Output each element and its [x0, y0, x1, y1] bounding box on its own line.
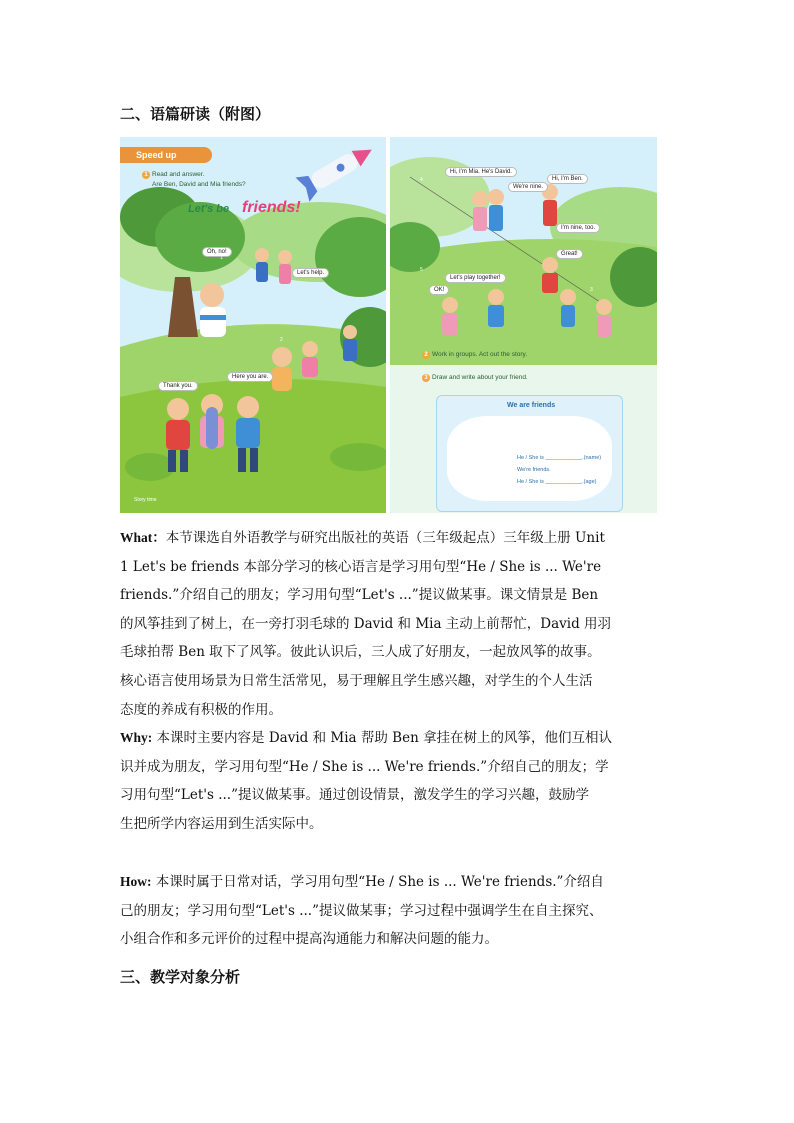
how-line-3: 小组合作和多元评价的过程中提高沟通能力和解决问题的能力。 [120, 931, 498, 948]
why-line-4: 生把所学内容运用到生活实际中。 [120, 815, 323, 832]
bubble-im-nine-too: I'm nine, too. [556, 223, 600, 233]
paragraph-how [120, 868, 680, 954]
how-line-2: 己的朋友；学习用句型“Let's ...”提议做某事；学习过程中强调学生在自主探究、 [120, 902, 603, 919]
title-lets-be: Let's be [188, 203, 230, 215]
how-line-1: How: 本课时属于日常对话，学习用句型“He / She is ... We're friends.”介绍自 [120, 874, 604, 890]
bubble-hi-ben: Hi, I'm Ben. [547, 174, 588, 184]
task-2: 2 Work in groups. Act out the story. [422, 351, 527, 359]
friends-card-title: We are friends [507, 402, 556, 409]
what-line-6: 核心语言使用场景为日常生活常见，易于理解且学生感兴趣，对学生的个人生活 [120, 672, 593, 689]
friends-card-line-age: He / She is ____________.(age) [517, 479, 597, 485]
friends-card [436, 395, 623, 512]
what-line-5: 毛球拍帮 Ben 取下了风筝。彼此认识后，三人成了好朋友，一起放风筝的故事。 [120, 644, 601, 661]
left-scene-art [120, 137, 386, 513]
story-time-label: Story time [134, 497, 157, 503]
friends-card-line-name: He / She is ____________.(name) [517, 455, 602, 461]
bubble-lets-play: Let's play together! [445, 273, 506, 283]
what-line-2: 1 Let's be friends 本部分学习的核心语言是学习用句型“He / She is ... We're [120, 558, 602, 575]
panel-number-3: 3 [590, 287, 593, 293]
speed-up-tag: Speed up [120, 147, 212, 163]
bubble-hi-mia-david: Hi, I'm Mia. He's David. [445, 167, 517, 177]
textbook-page-left [120, 137, 386, 513]
panel-number-2: 2 [280, 337, 283, 343]
why-line-2: 识并成为朋友，学习用句型“He / She is ... We're friends.”介绍自己的朋友；学 [120, 758, 609, 775]
what-line-4: 的风筝挂到了树上，在一旁打羽毛球的 David 和 Mia 主动上前帮忙，David 用羽 [120, 615, 612, 632]
bubble-here-you-are: Here you are. [227, 372, 273, 382]
section-heading-3: 三、教学对象分析 [120, 968, 241, 986]
bubble-oh-no: Oh, no! [202, 247, 232, 257]
title-friends: friends! [242, 199, 301, 216]
why-line-1: Why: 本课时主要内容是 David 和 Mia 帮助 Ben 拿挂在树上的风筝，他们互相认 [120, 730, 613, 746]
what-line-1: What：本节课选自外语教学与研究出版社的英语（三年级起点）三年级上册 Unit [120, 530, 605, 546]
paragraph-what [120, 524, 680, 724]
why-lead: Why: [120, 730, 153, 745]
textbook-illustration [120, 137, 657, 513]
task-3: 3 Draw and write about your friend. [422, 374, 528, 382]
why-line-3: 习用句型“Let's ...”提议做某事。通过创设情景，激发学生的学习兴趣，鼓励学 [120, 787, 589, 804]
bubble-ok: OK! [429, 285, 449, 295]
what-lead: What： [120, 530, 166, 545]
panel-number-1: 1 [220, 255, 223, 261]
section-heading-2: 二、语篇研读（附图） [120, 105, 271, 123]
panel-number-5: 5 [420, 267, 423, 273]
bubble-were-nine: We're nine. [508, 182, 548, 192]
bubble-lets-help: Let's help. [292, 268, 329, 278]
task-1-line-1: 1 Read and answer. [142, 171, 204, 179]
how-lead: How: [120, 874, 152, 889]
friends-card-line-friends: We're friends. [517, 467, 551, 473]
what-line-7: 态度的养成有积极的作用。 [120, 701, 282, 718]
panel-number-4: 4 [420, 177, 423, 183]
bubble-great: Great! [556, 249, 583, 259]
task-1-line-2: Are Ben, David and Mia friends? [152, 181, 246, 188]
bubble-thank-you: Thank you. [158, 381, 198, 391]
textbook-page-right [390, 137, 657, 513]
what-line-3: friends.”介绍自己的朋友；学习用句型“Let's ...”提议做某事。课文情景是 Ben [120, 587, 599, 604]
paragraph-why [120, 724, 680, 838]
